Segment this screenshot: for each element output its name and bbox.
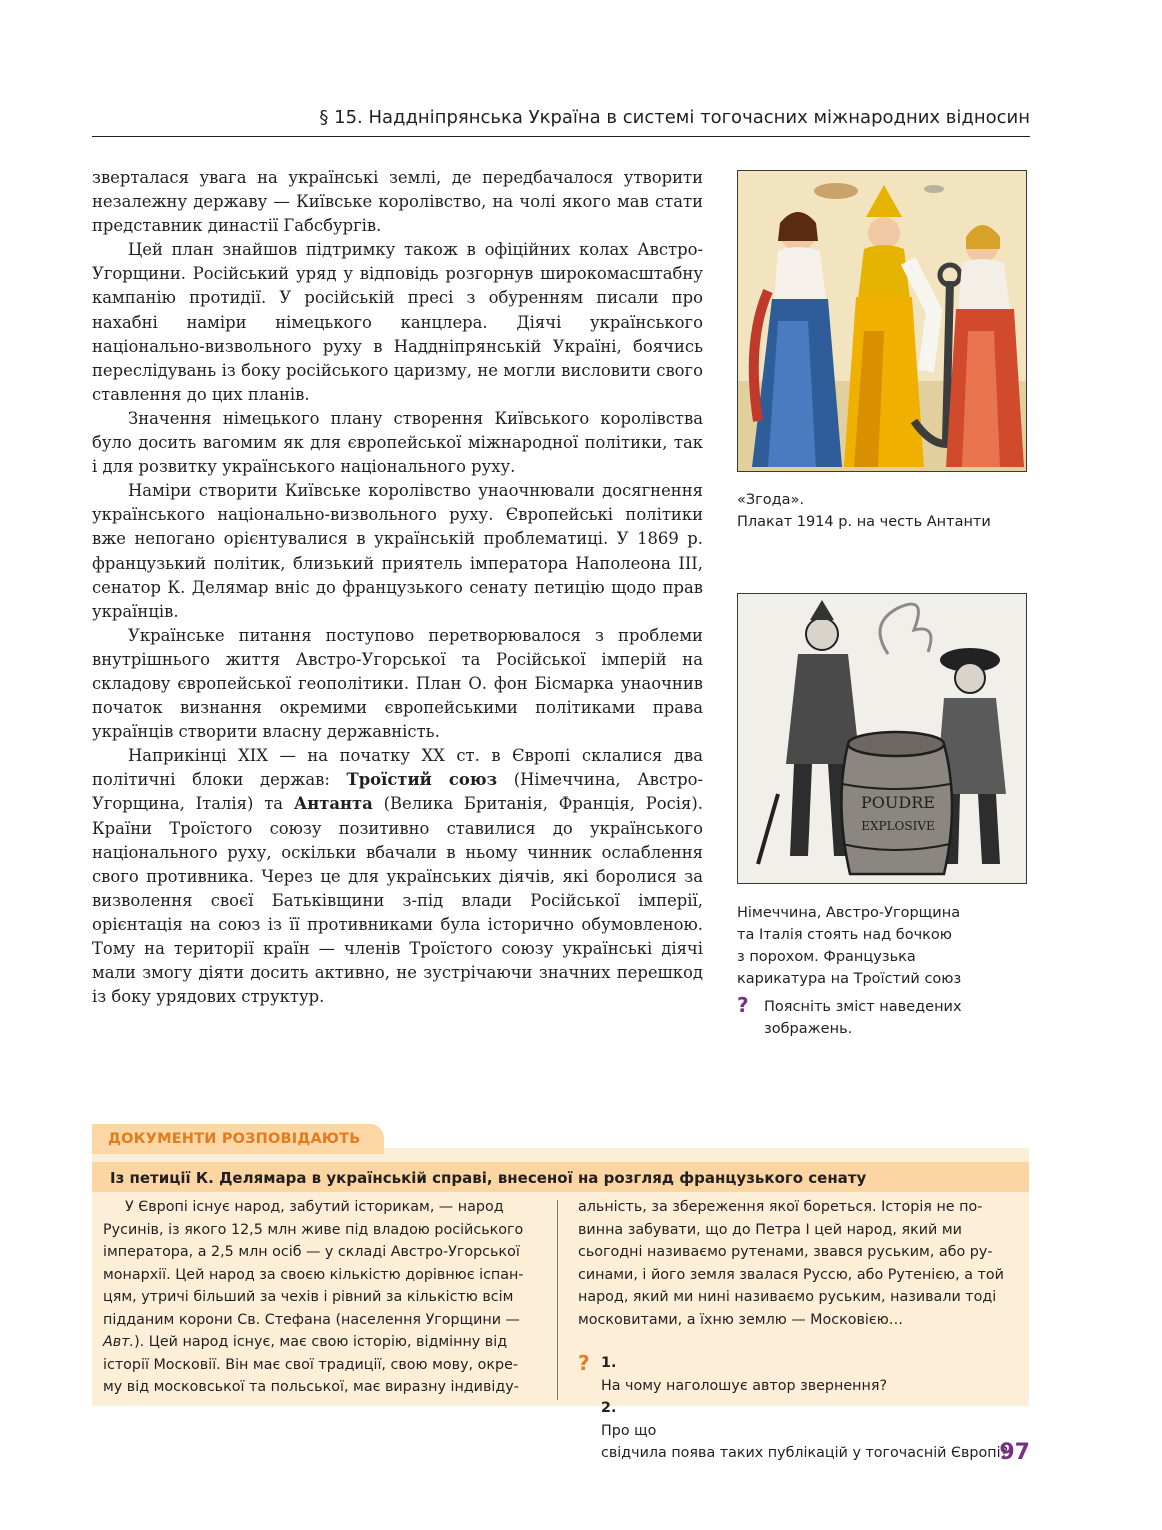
document-line: У Європі існує народ, забутий історикам, — народ — [125, 1199, 504, 1215]
document-line — [103, 1331, 543, 1354]
paragraph — [92, 744, 703, 1009]
document-line: синами, і його земля звалася Руссю, або Рутенією, а той — [578, 1266, 1004, 1283]
barrel-label: POUDRE — [861, 793, 935, 812]
document-line: цям, утричі більший за чехів і рівний за кількістю всім — [103, 1289, 514, 1305]
column-divider — [557, 1200, 558, 1400]
document-line: підданим корони Св. Стефана (населення Угорщини — — [103, 1311, 520, 1328]
document-line: імператора, а 2,5 млн осіб — у складі Австро-Угорської — [103, 1244, 520, 1260]
question-number: 1. — [601, 1355, 617, 1371]
question-text — [601, 1352, 1008, 1465]
document-line: Русинів, із якого 12,5 млн живе під владою російського — [103, 1221, 524, 1238]
poster-illustration — [738, 171, 1026, 471]
caption-line: карикатура на Троїстий союз — [737, 971, 962, 987]
documents-tab: ДОКУМЕНТИ РОЗПОВІДАЮТЬ — [92, 1124, 384, 1154]
term-triple-alliance: Троїстий союз — [346, 770, 498, 790]
author-abbreviation: Авт. — [103, 1334, 135, 1350]
document-line: альність, за збереження якої бореться. Історія не по- — [578, 1199, 983, 1215]
main-text — [92, 166, 703, 1009]
document-line: сьогодні називаємо рутенами, звався руським, або ру- — [578, 1244, 993, 1260]
document-line: народ, який ми нині називаємо руським, називали тоді — [578, 1289, 997, 1305]
document-left-column — [103, 1196, 543, 1399]
document-line: московитами, а їхню землю — Московією… — [578, 1311, 904, 1328]
question-mark-icon: ? — [578, 1351, 590, 1375]
running-title: § 15. Наддніпрянська Україна в системі тогочасних міжнародних відносин — [319, 107, 1030, 128]
caption-line: з порохом. Французька — [737, 949, 916, 965]
text-run: Наприкінці XIX — на початку XX ст. в Європі склалися два політичні блоки держав: — [92, 746, 703, 790]
question-mark-icon: ? — [737, 993, 749, 1017]
text-run: (Німеччина, Австро-Угорщина, Італія) та — [92, 770, 704, 814]
paragraph: Значення німецького плану створення Київського королівства було досить вагомим як для європейської міжнародної політики, так і для розвитку українського національного руху. — [92, 408, 703, 477]
barrel-label: EXPLOSIVE — [861, 819, 935, 833]
question-text — [764, 996, 962, 1040]
paragraph: Цей план знайшов підтримку також в офіційних колах Австро-Угорщини. Російський уряд у відповідь розгорнув широкомасштабну кампанію протидії. У російській пресі з обуренням писали про нахабні наміри німецького канцлера. Діячі українського національно-визвольного руху в Наддніпрянській Україні, боячись переслідувань із боку російського царизму, не могли висловити свого ставлення до цих планів. — [92, 240, 703, 404]
term-entente: Антанта — [293, 794, 373, 814]
document-line: му від московської та польської, має виразну індивіду- — [103, 1379, 519, 1395]
document-line: винна забувати, що до Петра І цей народ, який ми — [578, 1221, 962, 1238]
caption-line: та Італія стоять над бочкою — [737, 927, 953, 943]
document-line: історії Московії. Він має свої традиції, свою мову, окре- — [103, 1356, 519, 1373]
question-line — [601, 1352, 1008, 1442]
caricature-image — [737, 593, 1027, 884]
caption-line: Німеччина, Австро-Угорщина — [737, 905, 961, 921]
text-run: ). Цей народ існує, має свою історію, відмінну від — [134, 1334, 508, 1350]
question-line: Поясніть зміст наведених — [764, 999, 962, 1015]
running-header — [92, 106, 1030, 137]
paragraph: Наміри створити Київське королівство унаочнювали досягнення українського національно-визвольного руху. Європейські політики вже непогано орієнтувалися в українській проблематиці. У 1869 р. французький політик, близький приятель імператора Наполеона III, сенатор К. Делямар вніс до французького сенату петицію щодо прав українців. — [92, 481, 703, 621]
text-run: На чому наголошує автор звернення? — [601, 1377, 888, 1394]
paragraph: Українське питання поступово перетворювалося з проблеми внутрішнього життя Австро-Угорської та Російської імперій на складову європейської геополітики. План О. фон Бісмарка унаочнив початок визнання окремими європейськими політиками права українців створити власну державність. — [92, 625, 703, 742]
caption-line: Плакат 1914 р. на честь Антанти — [737, 514, 991, 530]
figure-caption — [737, 489, 1037, 533]
text-run: Про що — [601, 1422, 657, 1439]
document-right-column — [578, 1196, 1008, 1331]
question-line: свідчила поява таких публікацій у тогочасній Європі? — [601, 1445, 1009, 1461]
paragraph: зверталася увага на українські землі, де передбачалося утворити незалежну державу — Київське королівство, на чолі якого мав стати представник династії Габсбургів. — [92, 168, 703, 236]
question-line: зображень. — [764, 1021, 853, 1037]
documents-title: Із петиції К. Делямара в українській справі, внесеної на розгляд французького сенату — [110, 1169, 867, 1187]
entente-poster-image — [737, 170, 1027, 472]
caricature-illustration — [738, 594, 1026, 883]
text-run: (Велика Британія, Франція, Росія). Країни Троїстого союзу позитивно ставилися до українського національного руху, оскільки вбачали в ньому чинник ослаблення свого противника. Через це для українських діячів, які боролися за визволення своєї Батьківщини з-під влади Російської імперії, орієнтація на союз із її противниками була історично обумовленою. Тому на території країн — членів Троїстого союзу українські діячі мали змогу діяти досить активно, не зустрічаючи значних перешкод із боку урядових структур. — [92, 794, 703, 1007]
document-line: монархії. Цей народ за своєю кількістю дорівнює іспан- — [103, 1266, 524, 1283]
page-number: 97 — [999, 1440, 1030, 1465]
figure-caption — [737, 902, 1037, 990]
caption-line: «Згода». — [737, 492, 805, 508]
question-number: 2. — [601, 1400, 617, 1416]
